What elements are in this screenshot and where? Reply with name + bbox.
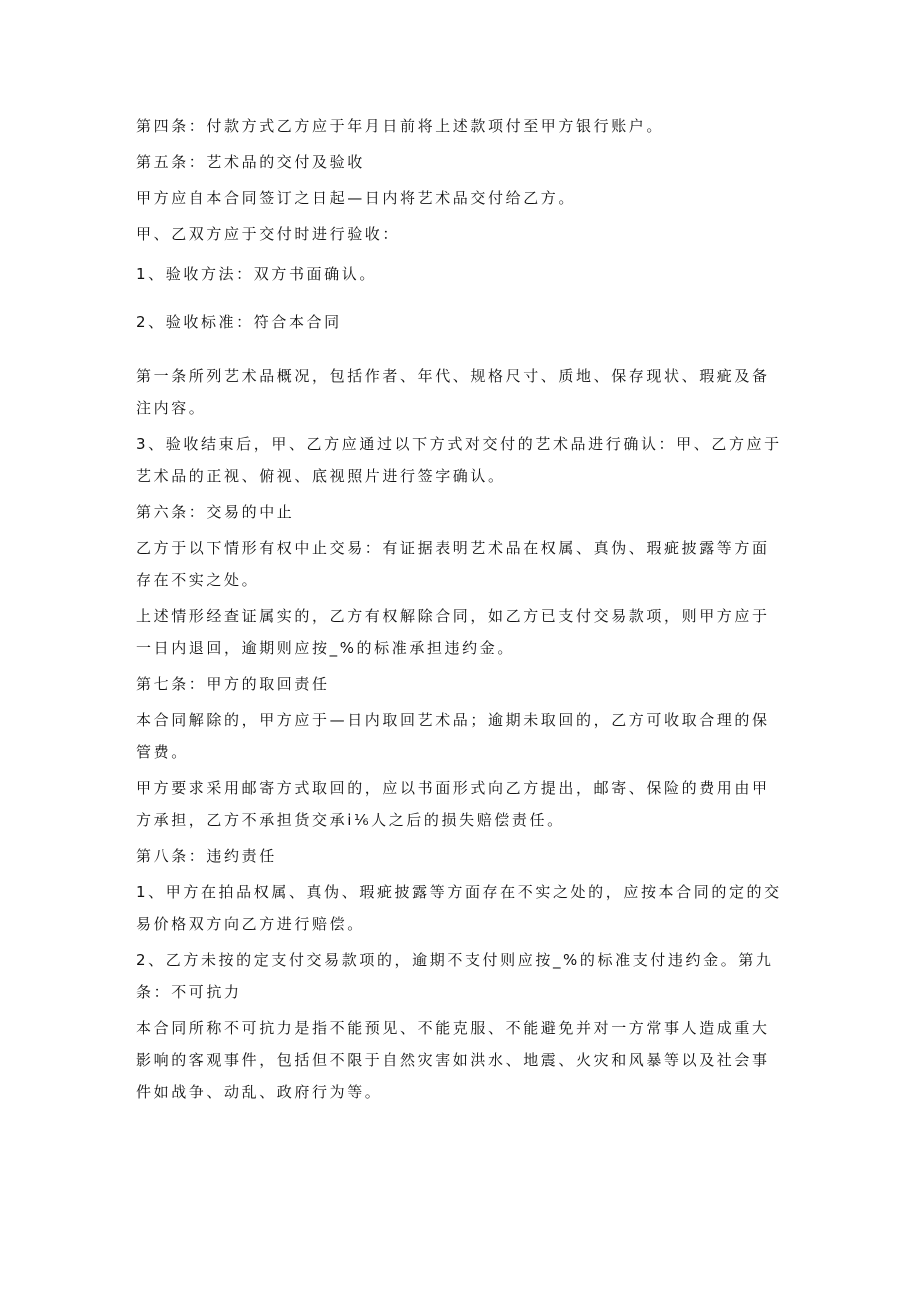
force-majeure-definition: 本合同所称不可抗力是指不能预见、不能克服、不能避免并对一方常事人造成重大影响的客观事件，包括但不限于自然灾害如洪水、地震、火灾和风暴等以及社会事件如战争、动乱、政府行为等。 [136, 1019, 770, 1101]
party-b-breach: 2、乙方未按的定支付交易款项的，逾期不支付则应按_%的标准支付违约金。第九条：不可抗力 [136, 951, 774, 1001]
document-body [136, 110, 786, 1108]
article-7-heading: 第七条：甲方的取回责任 [136, 675, 330, 693]
suspension-conditions: 乙方于以下情形有权中止交易：有证据表明艺术品在权属、真伪、瑕疵披露等方面存在不实之处。 [136, 539, 770, 589]
article-6-heading: 第六条：交易的中止 [136, 503, 295, 521]
acceptance-standard: 2、验收标准：符合本合同 [136, 313, 342, 331]
mail-retrieval-clause: 甲方要求采用邮寄方式取回的，应以书面形式向乙方提出，邮寄、保险的费用由甲方承担，乙方不承担货交承i⅙人之后的损失赔偿责任。 [136, 779, 770, 829]
acceptance-confirmation: 3、验收结束后，甲、乙方应通过以下方式对交付的艺术品进行确认：甲、乙方应于艺术品的正视、俯视、底视照片进行签字确认。 [136, 435, 782, 485]
artwork-overview-clause: 第一条所列艺术品概况，包括作者、年代、规格尺寸、质地、保存现状、瑕疵及备注内容。 [136, 367, 770, 417]
termination-refund: 上述情形经查证属实的，乙方有权解除合同，如乙方已支付交易款项，则甲方应于一日内退回，逾期则应按_%的标准承担违约金。 [136, 607, 770, 657]
acceptance-method: 1、验收方法：双方书面确认。 [136, 265, 377, 283]
delivery-clause: 甲方应自本合同签订之日起—日内将艺术品交付给乙方。 [136, 189, 577, 207]
party-a-breach: 1、甲方在拍品权属、真伪、瑕疵披露等方面存在不实之处的，应按本合同的定的交易价格双方向乙方进行赔偿。 [136, 883, 782, 933]
article-8-heading: 第八条：违约责任 [136, 847, 277, 865]
article-5-heading: 第五条：艺术品的交付及验收 [136, 153, 365, 171]
retrieval-clause: 本合同解除的，甲方应于—日内取回艺术品；逾期未取回的，乙方可收取合理的保管费。 [136, 711, 770, 761]
acceptance-intro: 甲、乙双方应于交付时进行验收： [136, 225, 401, 243]
article-4-payment: 第四条：付款方式乙方应于年月日前将上述款项付至甲方银行账户。 [136, 117, 665, 135]
